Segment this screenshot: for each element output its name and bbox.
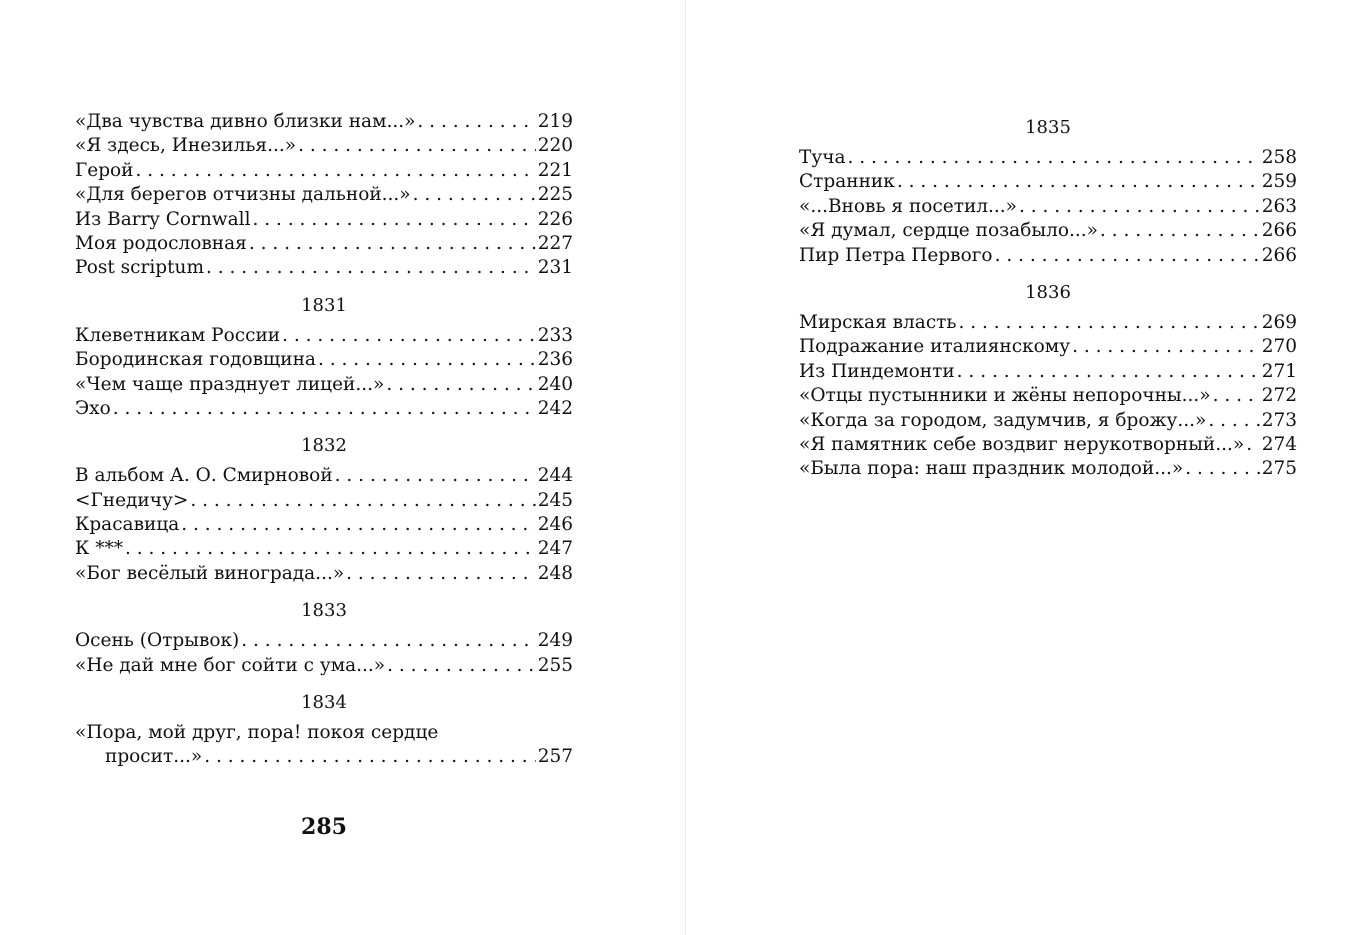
- toc-entry-title: Post scriptum: [75, 257, 204, 279]
- leader-dots: [113, 397, 536, 421]
- toc-entry-page: 275: [1261, 458, 1297, 480]
- leader-dots: [386, 373, 535, 397]
- toc-entry-title: Мирская власть: [799, 311, 957, 333]
- toc-entry: [799, 335, 1297, 359]
- leader-dots: [957, 360, 1260, 384]
- toc-entry-title-continued: просит...»: [105, 746, 203, 768]
- year-heading: 1833: [301, 600, 347, 622]
- right-page: [686, 0, 1371, 935]
- toc-entry: [75, 348, 573, 372]
- toc-entry: [799, 360, 1297, 384]
- leader-dots: [136, 159, 536, 183]
- toc-entry-title: «Когда за городом, задумчив, я брожу...»: [799, 409, 1207, 431]
- toc-entry-title: Из Пиндемонти: [799, 360, 955, 382]
- toc-entry-continuation: [75, 745, 573, 769]
- toc-entry-title: «...Вновь я посетил...»: [799, 195, 1017, 217]
- toc-entry-title: «Я думал, сердце позабыло...»: [799, 220, 1098, 242]
- page-number: 285: [301, 814, 347, 840]
- toc-entry-page: 273: [1261, 409, 1297, 431]
- toc-entry-page: 242: [537, 397, 573, 419]
- toc-entry: [75, 721, 573, 770]
- toc-entry-page: 231: [537, 257, 573, 279]
- toc-entry-page: 247: [537, 538, 573, 560]
- toc-entry-title: «Два чувства дивно близки нам...»: [75, 111, 416, 132]
- toc-entry: [75, 654, 573, 678]
- leader-dots: [125, 537, 536, 561]
- toc-entry: [799, 244, 1297, 268]
- leader-dots: [1213, 384, 1260, 408]
- toc-entry-page: 236: [537, 349, 573, 371]
- toc-section: [75, 434, 573, 586]
- toc-entry-page: 233: [537, 324, 573, 346]
- toc-entry: [799, 311, 1297, 335]
- toc-entry-page: 246: [537, 514, 573, 536]
- leader-dots: [282, 324, 536, 348]
- toc-entry-page: 249: [537, 630, 573, 652]
- toc-entry-page: 271: [1261, 360, 1297, 382]
- toc-section: [799, 116, 1297, 268]
- toc-entry-title: Осень (Отрывок): [75, 630, 240, 652]
- toc-entry-page: 227: [537, 232, 573, 254]
- toc-entry: [75, 159, 573, 183]
- toc-entry-page: 266: [1261, 220, 1297, 242]
- toc-entry: [75, 134, 573, 158]
- year-heading: 1832: [301, 435, 347, 457]
- right-toc: [799, 116, 1297, 482]
- leader-dots: [417, 110, 535, 134]
- toc-entry-page: 244: [537, 465, 573, 487]
- leader-dots: [1100, 219, 1260, 243]
- leader-dots: [318, 348, 536, 372]
- toc-entry-title: «Не дай мне бог сойти с ума...»: [75, 654, 386, 676]
- toc-entry-title: К ***: [75, 538, 123, 560]
- toc-entry-page: 274: [1261, 433, 1297, 455]
- toc-entry-page: 221: [537, 159, 573, 181]
- toc-section: [799, 281, 1297, 482]
- toc-entry-page: 225: [537, 184, 573, 206]
- toc-entry-page: 226: [537, 208, 573, 230]
- toc-entry: [75, 183, 573, 207]
- year-heading: 1834: [301, 692, 347, 714]
- toc-entry: [75, 537, 573, 561]
- toc-entry: [799, 219, 1297, 243]
- toc-entry-page: 269: [1261, 311, 1297, 333]
- toc-entry: [75, 208, 573, 232]
- leader-dots: [995, 244, 1260, 268]
- toc-entry-page: 270: [1261, 336, 1297, 358]
- toc-entry: [75, 110, 573, 134]
- toc-section: [75, 110, 573, 281]
- leader-dots: [335, 464, 536, 488]
- left-toc: [75, 110, 573, 770]
- toc-entry: [75, 232, 573, 256]
- toc-entry: [75, 489, 573, 513]
- toc-entry: [75, 562, 573, 586]
- leader-dots: [1019, 195, 1260, 219]
- toc-entry-page: 259: [1261, 171, 1297, 193]
- toc-entry-page: 263: [1261, 195, 1297, 217]
- toc-entry-page: 272: [1261, 385, 1297, 407]
- toc-entry-title: «Отцы пустынники и жёны непорочны...»: [799, 385, 1211, 407]
- toc-entry-title: Подражание италиянскому: [799, 336, 1071, 358]
- leader-dots: [1072, 335, 1260, 359]
- toc-entry: [75, 324, 573, 348]
- leader-dots: [241, 629, 535, 653]
- toc-entry-page: 219: [537, 111, 573, 132]
- toc-entry-title: Бородинская годовщина: [75, 349, 316, 371]
- toc-section: [75, 691, 573, 770]
- toc-entry-title: «Бог весёлый винограда...»: [75, 562, 345, 584]
- toc-entry-title: Клеветникам России: [75, 324, 281, 346]
- toc-section: [75, 599, 573, 678]
- toc-entry-title: «Чем чаще празднует лицей...»: [75, 373, 385, 395]
- toc-entry-page: 245: [537, 489, 573, 511]
- toc-entry-title: Герой: [75, 159, 134, 181]
- leader-dots: [387, 654, 536, 678]
- leader-dots: [959, 311, 1260, 335]
- toc-entry-page: 258: [1261, 147, 1297, 168]
- leader-dots: [897, 170, 1260, 194]
- toc-entry-page: 240: [537, 373, 573, 395]
- toc-entry-page: 255: [537, 654, 573, 676]
- toc-entry-page: 266: [1261, 244, 1297, 266]
- toc-entry-page: 220: [537, 135, 573, 157]
- toc-entry-title: Пир Петра Первого: [799, 244, 993, 266]
- year-heading: 1831: [301, 294, 347, 316]
- toc-entry: [75, 513, 573, 537]
- year-heading: 1836: [1025, 281, 1071, 303]
- toc-entry: [799, 170, 1297, 194]
- left-page: [0, 0, 685, 935]
- toc-entry-title: «Я здесь, Инезилья...»: [75, 135, 297, 157]
- toc-entry: [799, 409, 1297, 433]
- leader-dots: [253, 208, 536, 232]
- leader-dots: [190, 489, 535, 513]
- toc-entry-title: «Пора, мой друг, пора! покоя сердце: [75, 722, 439, 744]
- toc-entry: [799, 146, 1297, 170]
- toc-entry-page: 248: [537, 562, 573, 584]
- leader-dots: [413, 183, 536, 207]
- toc-entry: [75, 629, 573, 653]
- leader-dots: [1208, 409, 1259, 433]
- toc-entry-title: Из Barry Cornwall: [75, 208, 251, 230]
- leader-dots: [206, 256, 536, 280]
- toc-entry-title: Туча: [799, 147, 846, 168]
- leader-dots: [298, 134, 536, 158]
- toc-entry-title: Красавица: [75, 514, 180, 536]
- toc-entry-title: В альбом А. О. Смирновой: [75, 465, 333, 487]
- toc-section: [75, 294, 573, 422]
- year-heading: 1835: [1025, 117, 1071, 138]
- toc-entry-title: «Была пора: наш праздник молодой...»: [799, 458, 1184, 480]
- toc-entry-page: 257: [537, 746, 573, 768]
- toc-entry: [799, 384, 1297, 408]
- leader-dots: [1185, 457, 1259, 481]
- toc-entry-title: «Для берегов отчизны дальной...»: [75, 184, 411, 206]
- leader-dots: [204, 745, 535, 769]
- toc-entry-title: Эхо: [75, 397, 111, 419]
- toc-entry: [75, 464, 573, 488]
- leader-dots: [346, 562, 536, 586]
- toc-entry-title: <Гнедичу>: [75, 489, 189, 511]
- toc-entry: [799, 457, 1297, 481]
- toc-entry: [75, 397, 573, 421]
- toc-entry: [75, 256, 573, 280]
- toc-entry-title: Странник: [799, 171, 895, 193]
- leader-dots: [249, 232, 536, 256]
- leader-dots: [848, 146, 1260, 170]
- toc-entry-title: Моя родословная: [75, 232, 247, 254]
- toc-entry: [75, 373, 573, 397]
- toc-entry-title: «Я памятник себе воздвиг нерукотворный...»: [799, 433, 1245, 455]
- leader-dots: [1246, 433, 1259, 457]
- toc-entry: [799, 433, 1297, 457]
- leader-dots: [181, 513, 535, 537]
- toc-entry: [799, 195, 1297, 219]
